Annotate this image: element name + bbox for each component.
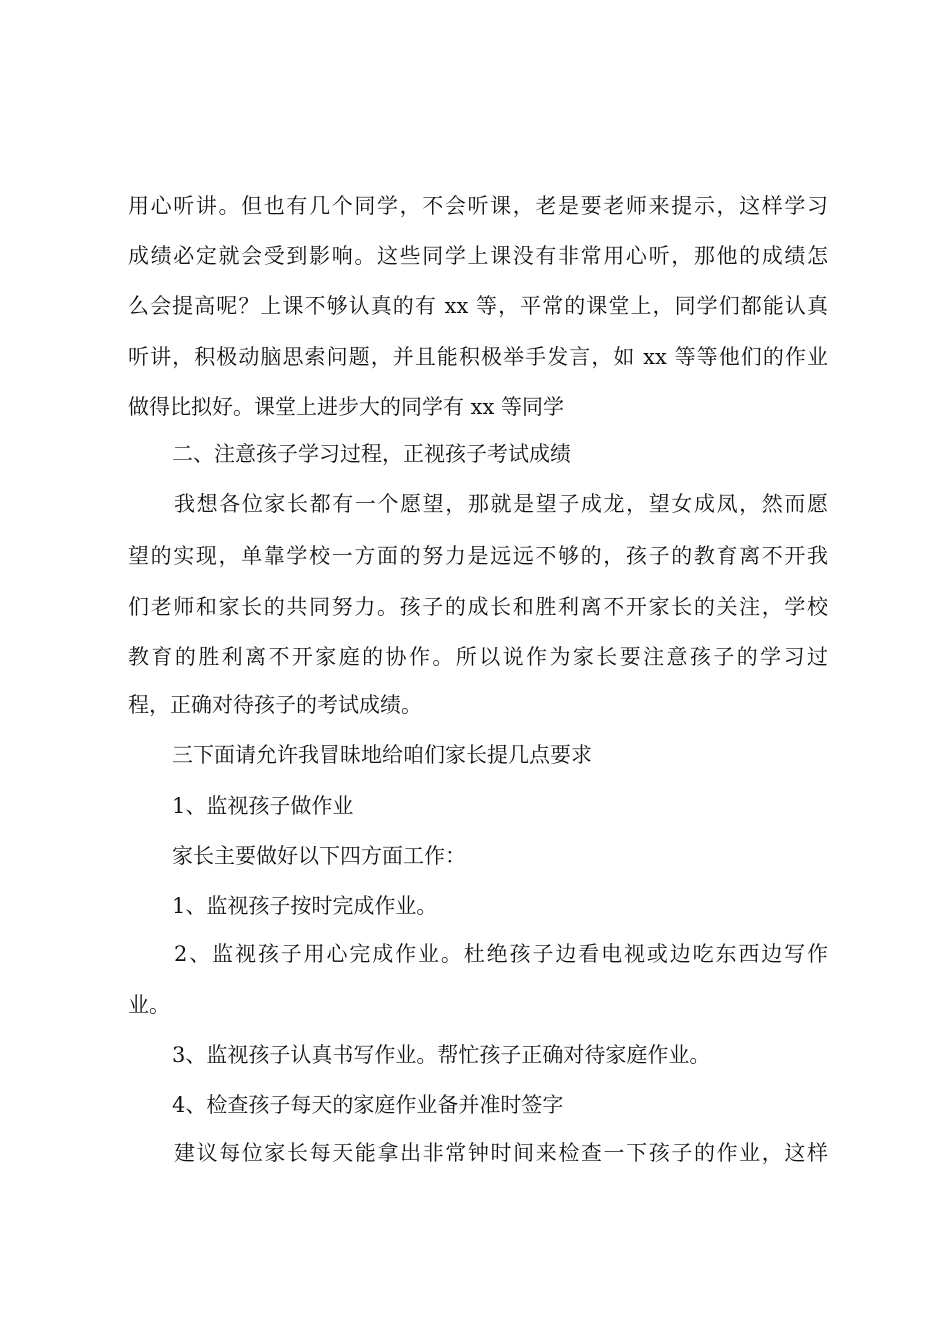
paragraph-1-line-3: 么会提高呢？上课不够认真的有 xx 等，平常的课堂上，同学们都能认真 xyxy=(128,294,828,318)
sub-item-4: 4、检查孩子每天的家庭作业备并准时签字 xyxy=(172,1093,564,1117)
item-1-title: 1、监视孩子做作业 xyxy=(172,794,354,818)
paragraph-3-line-1: 建议每位家长每天能拿出非常钟时间来检查一下孩子的作业，这样 xyxy=(174,1141,828,1165)
paragraph-1-line-1: 用心听讲。但也有几个同学，不会听课，老是要老师来提示，这样学习 xyxy=(128,194,828,218)
sub-item-3: 3、监视孩子认真书写作业。帮忙孩子正确对待家庭作业。 xyxy=(172,1043,711,1067)
item-1-intro: 家长主要做好以下四方面工作： xyxy=(172,844,466,868)
section-heading-2: 二、注意孩子学习过程，正视孩子考试成绩 xyxy=(172,442,571,466)
section-heading-3: 三下面请允许我冒昧地给咱们家长提几点要求 xyxy=(172,743,592,767)
paragraph-2-line-1: 我想各位家长都有一个愿望，那就是望子成龙，望女成凤，然而愿 xyxy=(174,492,828,516)
paragraph-2-line-5: 程，正确对待孩子的考试成绩。 xyxy=(128,693,422,717)
sub-item-1: 1、监视孩子按时完成作业。 xyxy=(172,894,438,918)
sub-item-2-line-2: 业。 xyxy=(128,993,170,1017)
paragraph-2-line-2: 望的实现，单靠学校一方面的努力是远远不够的，孩子的教育离不开我 xyxy=(128,544,828,568)
paragraph-2-line-4: 教育的胜利离不开家庭的协作。所以说作为家长要注意孩子的学习过 xyxy=(128,645,828,669)
paragraph-2-line-3: 们老师和家长的共同努力。孩子的成长和胜利离不开家长的关注，学校 xyxy=(128,595,828,619)
sub-item-2-line-1: 2、监视孩子用心完成作业。杜绝孩子边看电视或边吃东西边写作 xyxy=(174,942,828,966)
paragraph-1-line-4: 听讲，积极动脑思索问题，并且能积极举手发言，如 xx 等等他们的作业 xyxy=(128,345,828,369)
paragraph-1-line-5: 做得比拟好。课堂上进步大的同学有 xx 等同学 xyxy=(128,395,565,419)
paragraph-1-line-2: 成绩必定就会受到影响。这些同学上课没有非常用心听，那他的成绩怎 xyxy=(128,244,828,268)
